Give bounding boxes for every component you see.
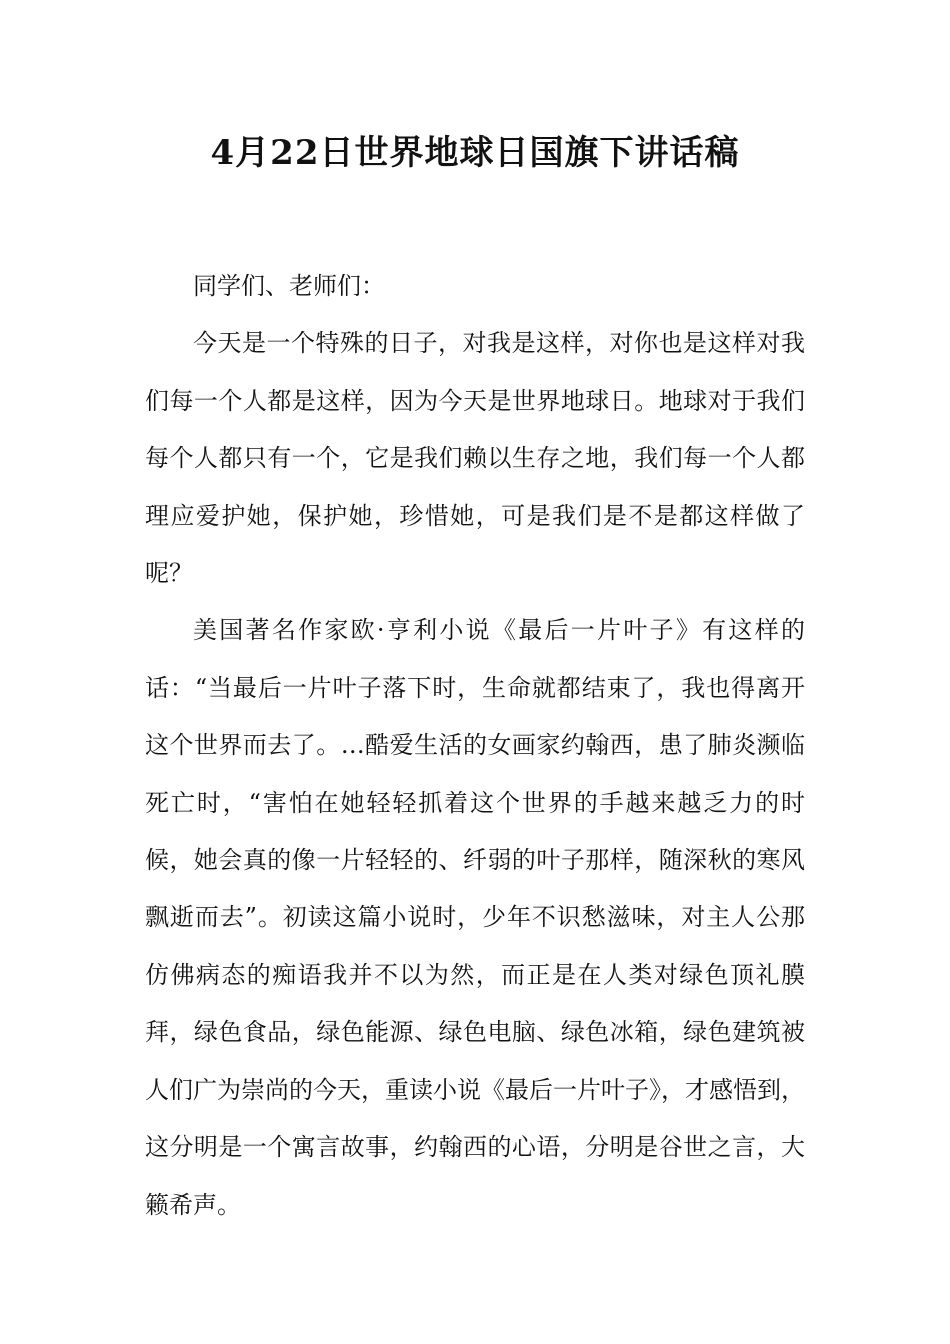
paragraph-last-leaf: 美国著名作家欧·亨利小说《最后一片叶子》有这样的话：“当最后一片叶子落下时，生命就都结束了，我也得离开这个世界而去了。…酷爱生活的女画家约翰西，患了肺炎濒临死亡时，“害怕在她轻轻抓着这个世界的手越来越乏力的时候，她会真的像一片轻轻的、纤弱的叶子那样，随深秋的寒风飘逝而去”。初读这篇小说时，少年不识愁滋味，对主人公那仿佛病态的痴语我并不以为然，而正是在人类对绿色顶礼膜拜，绿色食品，绿色能源、绿色电脑、绿色冰箱，绿色建筑被人们广为崇尚的今天，重读小说《最后一片叶子》，才感悟到，这分明是一个寓言故事，约翰西的心语，分明是谷世之言，大籁希声。 bbox=[145, 616, 805, 1219]
paragraph-earth-day: 今天是一个特殊的日子，对我是这样，对你也是这样对我们每一个人都是这样，因为今天是世界地球日。地球对于我们每个人都只有一个，它是我们赖以生存之地，我们每一个人都理应爱护她，保护她，珍惜她，可是我们是不是都这样做了呢？ bbox=[145, 329, 805, 588]
document-title: 4月22日世界地球日国旗下讲话稿 bbox=[210, 133, 740, 173]
document-body bbox=[145, 258, 805, 1234]
paragraph-greeting: 同学们、老师们： bbox=[193, 272, 385, 300]
